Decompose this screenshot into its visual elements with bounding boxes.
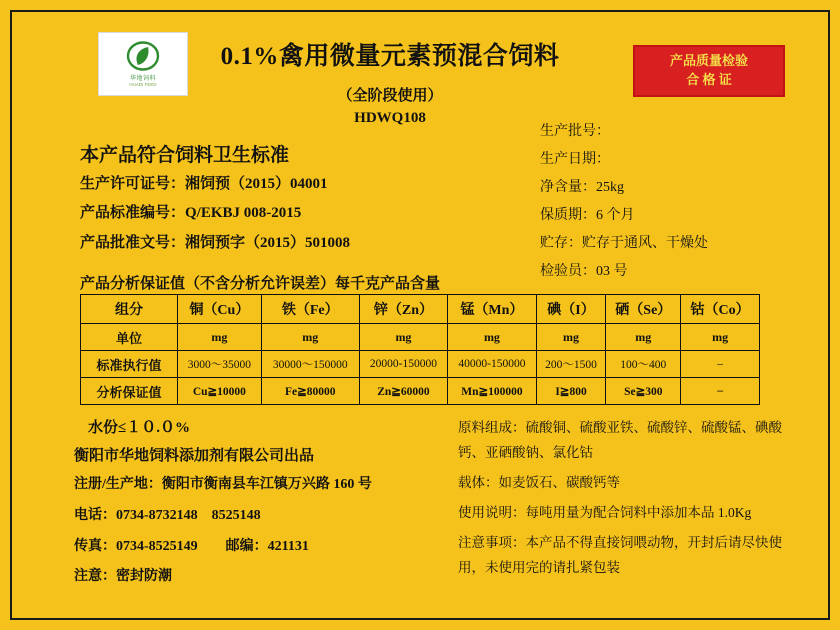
analysis-table bbox=[80, 294, 760, 405]
row-label: 标准执行值 bbox=[81, 351, 178, 378]
table-cell: Mn≧100000 bbox=[448, 378, 537, 405]
table-cell: Se≧300 bbox=[606, 378, 681, 405]
ingredients-text: 硫酸铜、硫酸亚铁、硫酸锌、硫酸锰、碘酸钙、亚硒酸钠、氯化钴 bbox=[458, 420, 782, 460]
batch-number: 生产批号： bbox=[540, 124, 610, 139]
table-header-row bbox=[81, 295, 760, 324]
table-cell: 200～1500 bbox=[536, 351, 606, 378]
ingredients-line bbox=[458, 416, 788, 466]
table-cell: 40000-150000 bbox=[448, 351, 537, 378]
table-cell: mg bbox=[536, 324, 606, 351]
table-cell: – bbox=[681, 351, 760, 378]
storage-notice: 注意：密封防潮 bbox=[74, 569, 172, 585]
company-phone: 电话：0734-8732148 8525148 bbox=[74, 507, 261, 523]
table-col-header: 锌（Zn） bbox=[359, 295, 448, 324]
table-col-header: 铁（Fe） bbox=[261, 295, 359, 324]
analysis-table-caption: 产品分析保证值（不含分析允许误差）每千克产品含量 bbox=[80, 276, 441, 292]
table-col-header: 硒（Se） bbox=[606, 295, 681, 324]
table-col-header: 铜（Cu） bbox=[178, 295, 262, 324]
table-col-header: 碘（I） bbox=[536, 295, 606, 324]
table-cell: mg bbox=[448, 324, 537, 351]
company-name: 衡阳市华地饲料添加剂有限公司出品 bbox=[74, 448, 315, 464]
license-number: 生产许可证号：湘饲预（2015）04001 bbox=[80, 176, 328, 192]
table-cell: mg bbox=[359, 324, 448, 351]
table-cell: mg bbox=[261, 324, 359, 351]
company-contact-block bbox=[74, 470, 372, 593]
table-cell: 3000～35000 bbox=[178, 351, 262, 378]
leaf-icon bbox=[126, 41, 160, 71]
product-code: HDWQ108 bbox=[354, 110, 426, 126]
company-address: 注册/生产地：衡阳市衡南县车江镇万兴路 160 号 bbox=[74, 477, 372, 492]
table-cell: Fe≧80000 bbox=[261, 378, 359, 405]
table-cell: I≧800 bbox=[536, 378, 606, 405]
logo-caption-cn: 华地饲料 bbox=[129, 76, 156, 82]
page-title: 0.1%禽用微量元素预混合饲料 bbox=[220, 43, 560, 70]
company-fax: 传真：0734-8525149 邮编：421131 bbox=[74, 538, 309, 554]
table-col-header: 锰（Mn） bbox=[448, 295, 537, 324]
approval-number: 产品批准文号：湘饲预字（2015）501008 bbox=[80, 234, 351, 251]
carrier-line: 载体：如麦饭石、碳酸钙等 bbox=[458, 474, 620, 490]
table-cell: mg bbox=[178, 324, 262, 351]
usage-info-block bbox=[458, 416, 788, 586]
table-cell: 20000-150000 bbox=[359, 351, 448, 378]
table-cell: – bbox=[681, 378, 760, 405]
table-cell: Zn≧60000 bbox=[359, 378, 448, 405]
table-row bbox=[81, 378, 760, 405]
shelf-life: 保质期：6 个月 bbox=[540, 208, 635, 223]
table-row bbox=[81, 324, 760, 351]
caution-note: 注意事项：本产品不得直接饲喂动物，开封后请尽快使用，未使用完的请扎紧包装 bbox=[458, 534, 782, 575]
standard-number: 产品标准编号：Q/EKBJ 008-2015 bbox=[80, 205, 302, 222]
qc-stamp-line2: 合 格 证 bbox=[686, 72, 732, 87]
license-info-block bbox=[80, 170, 350, 258]
inspector-number: 检验员：03 号 bbox=[540, 264, 628, 279]
hygiene-standard-line: 本产品符合饲料卫生标准 bbox=[80, 145, 290, 166]
row-label: 单位 bbox=[81, 324, 178, 351]
table-col-header: 钴（Co） bbox=[681, 295, 760, 324]
storage-condition: 贮存：贮存于通风、干燥处 bbox=[540, 236, 708, 251]
production-info-block bbox=[540, 118, 708, 286]
table-cell: mg bbox=[606, 324, 681, 351]
qc-stamp-line1: 产品质量检验 bbox=[669, 53, 748, 69]
quality-certificate-stamp bbox=[633, 45, 785, 97]
company-logo bbox=[98, 32, 188, 96]
production-date: 生产日期： bbox=[540, 152, 610, 167]
logo-caption-en: HUADI FEED bbox=[129, 82, 157, 87]
moisture-value: 水份≤１０.０% bbox=[88, 420, 190, 436]
table-cell: 30000～150000 bbox=[261, 351, 359, 378]
subtitle: （全阶段使用） bbox=[337, 88, 443, 104]
table-row bbox=[81, 351, 760, 378]
table-cell: Cu≧10000 bbox=[178, 378, 262, 405]
ingredients-label: 原料组成： bbox=[458, 420, 526, 435]
table-cell: 100～400 bbox=[606, 351, 681, 378]
table-cell: mg bbox=[681, 324, 760, 351]
net-weight: 净含量：25kg bbox=[540, 180, 624, 195]
row-label: 分析保证值 bbox=[81, 378, 178, 405]
usage-instruction: 使用说明：每吨用量为配合饲料中添加本品 1.0Kg bbox=[458, 504, 752, 520]
table-col-header: 组分 bbox=[81, 295, 178, 324]
